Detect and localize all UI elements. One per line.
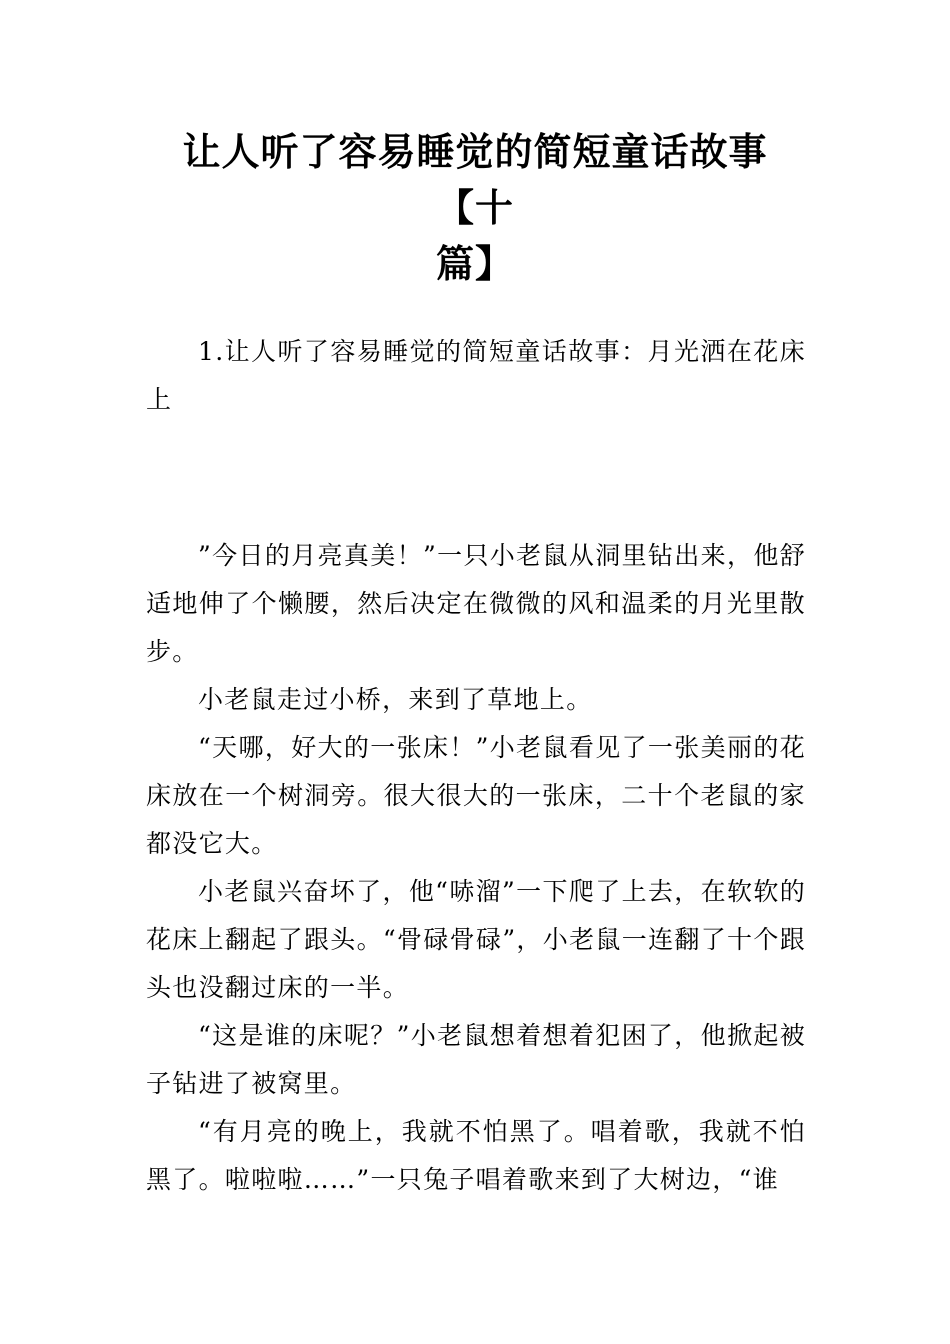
section-heading: 1.让人听了容易睡觉的简短童话故事：月光洒在花床上 bbox=[146, 337, 806, 414]
paragraph-5: “这是谁的床呢？”小老鼠想着想着犯困了，他掀起被子钻进了被窝里。 bbox=[146, 1021, 806, 1098]
paragraph-1: ”今日的月亮真美！”一只小老鼠从洞里钻出来，他舒适地伸了个懒腰，然后决定在微微的风和温柔的月光里散步。 bbox=[146, 541, 806, 666]
document-body bbox=[146, 328, 806, 1204]
title-line-1: 让人听了容易睡觉的简短童话故事【十 bbox=[182, 130, 768, 230]
paragraph-2: 小老鼠走过小桥，来到了草地上。 bbox=[198, 685, 593, 714]
document-title bbox=[170, 124, 780, 292]
paragraph-6: “有月亮的晚上，我就不怕黑了。唱着歌，我就不怕黑了。啦啦啦……”一只兔子唱着歌来到了大树边，“谁 bbox=[146, 1117, 806, 1194]
title-line-2: 篇】 bbox=[435, 242, 514, 286]
paragraph-3: “天哪，好大的一张床！”小老鼠看见了一张美丽的花床放在一个树洞旁。很大很大的一张床，二十个老鼠的家都没它大。 bbox=[146, 733, 806, 858]
paragraph-4: 小老鼠兴奋坏了，他“哧溜”一下爬了上去，在软软的花床上翻起了跟头。“骨碌骨碌”，小老鼠一连翻了十个跟头也没翻过床的一半。 bbox=[146, 877, 806, 1002]
